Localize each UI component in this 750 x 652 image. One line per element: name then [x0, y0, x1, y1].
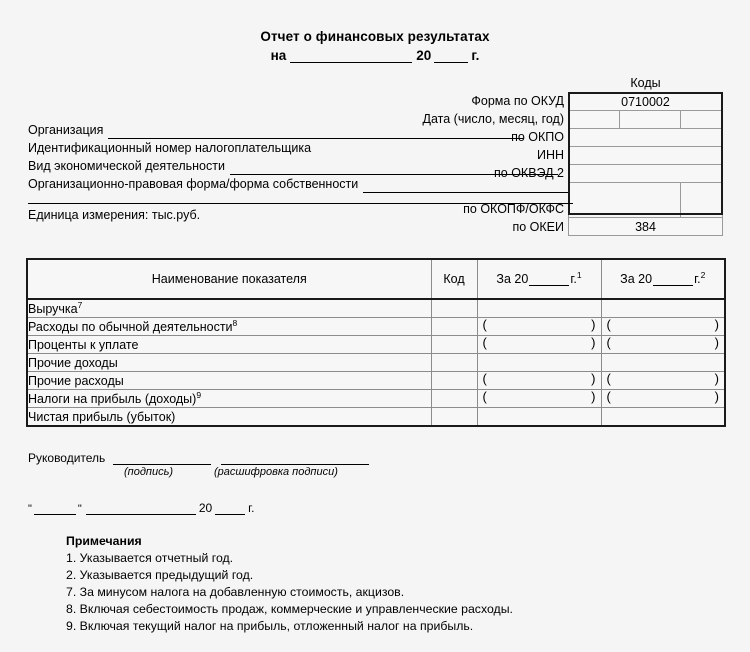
- table-row: [27, 318, 725, 336]
- field-activity-type-label: Вид экономической деятельности: [28, 159, 225, 173]
- row-code[interactable]: [431, 318, 477, 336]
- signature-date-row: [28, 497, 369, 515]
- codes-cell-okopf[interactable]: [569, 183, 681, 218]
- signature-role-label: Руководитель: [28, 451, 106, 465]
- field-legal-form: [28, 175, 573, 193]
- date-quote-open: ": [28, 503, 32, 515]
- organization-fields: [28, 121, 573, 225]
- row-code[interactable]: [431, 372, 477, 390]
- date-quote-close: ": [77, 503, 82, 515]
- indicators-table: [26, 258, 726, 427]
- codes-row-okpo: [569, 129, 723, 147]
- row-label-text: Проценты к уплате: [28, 337, 139, 352]
- field-legal-form-input[interactable]: [363, 178, 568, 193]
- header-period-previous-note: 2: [700, 269, 706, 280]
- row-value-previous[interactable]: [601, 318, 725, 336]
- row-value-previous[interactable]: [601, 336, 725, 354]
- codes-row-okved2: [569, 165, 723, 183]
- codes-cell-okei[interactable]: 384: [569, 218, 723, 236]
- row-value-previous[interactable]: [601, 408, 725, 427]
- row-value-previous[interactable]: [601, 390, 725, 408]
- notes-section: [66, 533, 513, 635]
- signature-caption: (подпись): [124, 466, 174, 478]
- signature-block: [28, 448, 369, 515]
- header-period-current-suffix: г.: [570, 272, 577, 286]
- note-item: 8. Включая себестоимость продаж, коммерческие и управленческие расходы.: [66, 602, 513, 616]
- codes-header-label: Коды: [630, 76, 661, 90]
- row-code[interactable]: [431, 354, 477, 372]
- row-label-text: Налоги на прибыль (доходы): [28, 391, 197, 406]
- note-item: 1. Указывается отчетный год.: [66, 551, 234, 565]
- date-suffix-label: г.: [248, 501, 255, 515]
- row-label: [27, 299, 431, 318]
- label-okei: по ОКЕИ: [512, 220, 564, 234]
- header-area: [0, 75, 750, 235]
- field-legal-form-label: Организационно-правовая форма/форма собственности: [28, 177, 359, 191]
- label-inn: ИНН: [536, 148, 564, 162]
- row-label-text: Расходы по обычной деятельности: [28, 319, 233, 334]
- label-okopf-okfs: по ОКОПФ/ОКФС: [463, 202, 564, 216]
- header-period-previous-prefix: За 20: [620, 272, 653, 286]
- header-period-current-blank[interactable]: [529, 273, 569, 286]
- signature-captions: [28, 466, 369, 481]
- title-block: [0, 0, 750, 65]
- period-prefix-label: на: [270, 48, 287, 63]
- date-year-blank[interactable]: [215, 501, 245, 515]
- row-value-current[interactable]: [477, 336, 601, 354]
- row-label-note: 9: [196, 389, 202, 400]
- row-value-previous[interactable]: [601, 372, 725, 390]
- row-code[interactable]: [431, 336, 477, 354]
- row-value-previous[interactable]: [601, 299, 725, 318]
- codes-cell-date-day[interactable]: [569, 111, 620, 129]
- date-year-prefix: 20: [198, 501, 213, 515]
- date-month-blank[interactable]: [86, 501, 196, 515]
- header-period-current: [477, 259, 601, 299]
- table-row: [27, 372, 725, 390]
- codes-table: [568, 92, 723, 236]
- row-label-note: 7: [77, 299, 83, 310]
- field-taxpayer-number: [28, 139, 573, 157]
- field-organization-input[interactable]: [108, 124, 523, 139]
- signature-input[interactable]: [113, 451, 211, 465]
- row-value-previous[interactable]: [601, 354, 725, 372]
- codes-row-inn: [569, 147, 723, 165]
- header-period-previous: [601, 259, 725, 299]
- signature-transcript-input[interactable]: [221, 451, 369, 465]
- codes-cell-okfs[interactable]: [681, 183, 723, 218]
- field-activity-type: [28, 157, 573, 175]
- row-code[interactable]: [431, 390, 477, 408]
- notes-title: Примечания: [66, 534, 142, 548]
- codes-cell-inn[interactable]: [569, 147, 723, 165]
- table-row: [27, 336, 725, 354]
- row-label-text: Прочие расходы: [28, 373, 124, 388]
- row-code[interactable]: [431, 299, 477, 318]
- period-date-blank[interactable]: [290, 49, 412, 63]
- row-value-current[interactable]: [477, 390, 601, 408]
- label-date: Дата (число, месяц, год): [422, 112, 564, 126]
- field-unit-of-measure: Единица измерения: тыс.руб.: [28, 208, 201, 222]
- row-label-text: Чистая прибыль (убыток): [28, 409, 176, 424]
- codes-row-okopf-okfs: [569, 183, 723, 218]
- table-row: [27, 354, 725, 372]
- codes-cell-date-month[interactable]: [619, 111, 681, 129]
- row-label-note: 8: [232, 317, 238, 328]
- row-label: [27, 372, 431, 390]
- label-okved2: по ОКВЭД 2: [494, 166, 564, 180]
- signature-transcript-caption: (расшифровка подписи): [214, 466, 338, 478]
- table-row: [27, 299, 725, 318]
- row-label-text: Прочие доходы: [28, 355, 118, 370]
- date-day-blank[interactable]: [34, 501, 76, 515]
- indicators-table-body: [27, 299, 725, 426]
- field-organization-label: Организация: [28, 123, 104, 137]
- row-label-text: Выручка: [28, 301, 78, 316]
- header-period-previous-blank[interactable]: [653, 273, 693, 286]
- header-period-current-prefix: За 20: [496, 272, 529, 286]
- field-legal-form-continuation[interactable]: [28, 193, 573, 204]
- row-code[interactable]: [431, 408, 477, 427]
- row-label: [27, 390, 431, 408]
- header-code: Код: [431, 259, 477, 299]
- row-label: [27, 408, 431, 427]
- field-taxpayer-number-spacer: [316, 143, 573, 157]
- table-row: [27, 390, 725, 408]
- report-period-line: [0, 46, 750, 65]
- codes-cell-date-year[interactable]: [681, 111, 723, 129]
- row-value-current[interactable]: [477, 354, 601, 372]
- note-item: 7. За минусом налога на добавленную стоимость, акцизов.: [66, 585, 405, 599]
- period-year-blank[interactable]: [434, 49, 468, 63]
- codes-cell-okud[interactable]: 0710002: [569, 93, 723, 111]
- codes-row-okei: [569, 218, 723, 236]
- table-row: [27, 408, 725, 427]
- header-period-previous-suffix: г.: [694, 272, 701, 286]
- label-okpo: по ОКПО: [511, 130, 564, 144]
- label-okud: Форма по ОКУД: [471, 94, 564, 108]
- row-value-current[interactable]: [477, 318, 601, 336]
- row-label: [27, 318, 431, 336]
- indicators-table-wrap: [26, 258, 724, 427]
- field-activity-type-input[interactable]: [230, 160, 558, 175]
- signature-row: [28, 448, 369, 465]
- codes-row-date: [569, 111, 723, 129]
- page-title: Отчет о финансовых результатах: [260, 29, 490, 44]
- codes-cell-okpo[interactable]: [569, 129, 723, 147]
- period-suffix-label: г.: [471, 48, 480, 63]
- field-taxpayer-number-label: Идентификационный номер налогоплательщика: [28, 141, 312, 155]
- row-value-current[interactable]: [477, 299, 601, 318]
- note-item: 2. Указывается предыдущий год.: [66, 568, 254, 582]
- note-item: 9. Включая текущий налог на прибыль, отложенный налог на прибыль.: [66, 619, 474, 633]
- header-indicator-name: Наименование показателя: [27, 259, 431, 299]
- field-organization: [28, 121, 573, 139]
- indicators-table-header-row: [27, 259, 725, 299]
- codes-row-okud: [569, 93, 723, 111]
- period-year-prefix: 20: [416, 48, 432, 63]
- header-period-current-note: 1: [576, 269, 582, 280]
- row-label: [27, 354, 431, 372]
- row-value-current[interactable]: [477, 408, 601, 427]
- codes-cell-okved2[interactable]: [569, 165, 723, 183]
- row-value-current[interactable]: [477, 372, 601, 390]
- row-label: [27, 336, 431, 354]
